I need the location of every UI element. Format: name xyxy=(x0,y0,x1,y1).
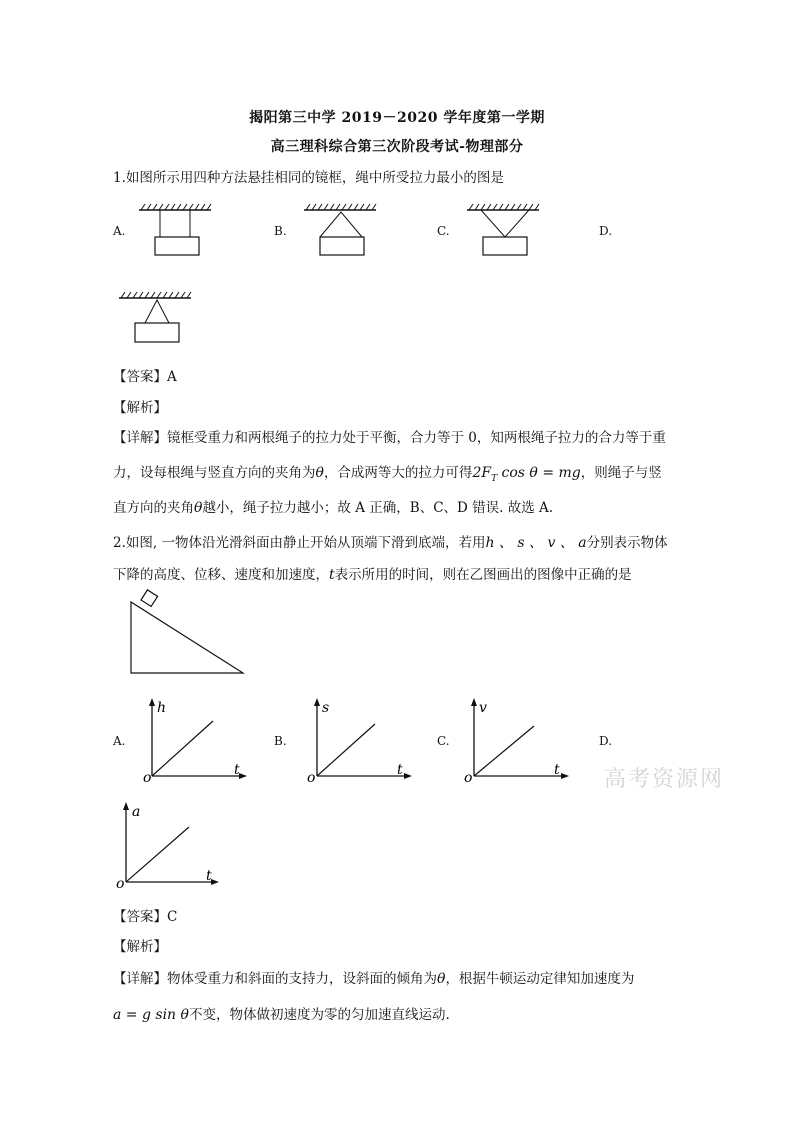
q2-answer: 【答案】C xyxy=(113,909,178,925)
graph-d-xlabel: t xyxy=(206,868,212,884)
q1-figure-d xyxy=(115,288,195,348)
graph-c-ylabel: v xyxy=(479,700,487,716)
graph-b-ylabel: s xyxy=(322,700,330,716)
graph-a-xlabel: t xyxy=(234,762,240,778)
q1-detail-text: ，合成两等大的拉力可得 xyxy=(323,465,473,481)
equation-subscript: T xyxy=(491,473,498,484)
watermark: 高考资源网 xyxy=(604,767,725,792)
q2-option-b-label: B. xyxy=(274,734,287,748)
q1-detail-text: ，则绳子与竖 xyxy=(580,465,662,481)
tension-equation xyxy=(472,465,581,484)
graph-a xyxy=(140,696,250,786)
q2-stem-text: 分别表示物体 xyxy=(586,535,668,551)
q2-stem-text: 2.如图, 一物体沿光滑斜面由静止开始从顶端下滑到底端，若用 xyxy=(113,535,486,551)
q2-stem-line2 xyxy=(113,563,632,583)
q1-detail-line2 xyxy=(113,461,662,484)
graph-c-origin: o xyxy=(464,770,473,786)
q1-analysis-heading: 【解析】 xyxy=(113,400,167,416)
q1-figure-a xyxy=(135,200,215,260)
q1-figure-c xyxy=(463,200,543,260)
equation-term: 2F xyxy=(472,465,492,481)
q2-detail-text: 不变，物体做初速度为零的匀加速直线运动. xyxy=(188,1007,450,1023)
q1-answer: 【答案】A xyxy=(113,369,177,385)
graph-b-origin: o xyxy=(307,770,316,786)
graph-b-xlabel: t xyxy=(397,762,403,778)
q1-detail-text: 越小，绳子拉力越小；故 A 正确，B、C、D 错误. 故选 A. xyxy=(202,500,554,516)
q1-detail-line1: 【详解】镜框受重力和两根绳子的拉力处于平衡，合力等于 0，知两根绳子拉力的合力等于重 xyxy=(113,430,666,446)
q2-detail-line2 xyxy=(113,1003,450,1023)
q2-stem-line1 xyxy=(113,531,668,552)
graph-a-origin: o xyxy=(143,770,152,786)
graph-d-origin: o xyxy=(116,876,125,892)
acceleration-equation: a = g sin θ xyxy=(113,1007,189,1023)
graph-a-ylabel: h xyxy=(157,700,167,716)
q2-detail-text: 【详解】物体受重力和斜面的支持力，设斜面的倾角为 xyxy=(113,971,437,987)
q1-detail-text: 直方向的夹角 xyxy=(113,500,194,516)
page-title: 揭阳第三中学 2019－2020 学年度第一学期 xyxy=(249,110,545,126)
page-subtitle: 高三理科综合第三次阶段考试-物理部分 xyxy=(270,139,524,155)
q1-detail-line3 xyxy=(113,496,553,516)
graph-d-ylabel: a xyxy=(132,804,141,820)
q1-detail-text: 力，设每根绳与竖直方向的夹角为 xyxy=(113,465,316,481)
incline-figure xyxy=(128,590,248,680)
equation-term: cos θ = mg xyxy=(501,465,581,481)
graph-c-xlabel: t xyxy=(554,762,560,778)
q2-analysis-heading: 【解析】 xyxy=(113,939,167,955)
q1-option-a-label: A. xyxy=(113,224,126,238)
q2-stem-text: 表示所用的时间，则在乙图画出的图像中正确的是 xyxy=(334,567,632,583)
q2-option-a-label: A. xyxy=(113,734,126,748)
q2-stem-text: 下降的高度、位移、速度和加速度， xyxy=(113,567,329,583)
theta-symbol: θ xyxy=(315,465,324,481)
graph-d xyxy=(114,800,224,890)
graph-c xyxy=(462,696,572,786)
q2-option-c-label: C. xyxy=(437,734,450,748)
q2-detail-line1 xyxy=(113,967,634,987)
q1-option-d-label: D. xyxy=(599,224,613,238)
graph-b xyxy=(305,696,415,786)
theta-symbol: θ xyxy=(194,500,203,516)
q1-option-b-label: B. xyxy=(274,224,287,238)
theta-symbol: θ xyxy=(437,971,446,987)
q1-option-c-label: C. xyxy=(437,224,450,238)
time-variable: t xyxy=(329,567,335,583)
variables: h 、 s 、 v 、 a xyxy=(485,535,587,551)
q1-figure-b xyxy=(300,200,380,260)
q2-option-d-label: D. xyxy=(599,734,613,748)
q1-stem: 1.如图所示用四种方法悬挂相同的镜框，绳中所受拉力最小的图是 xyxy=(113,170,504,186)
q2-detail-text: ，根据牛顿运动定律知加速度为 xyxy=(445,971,635,987)
